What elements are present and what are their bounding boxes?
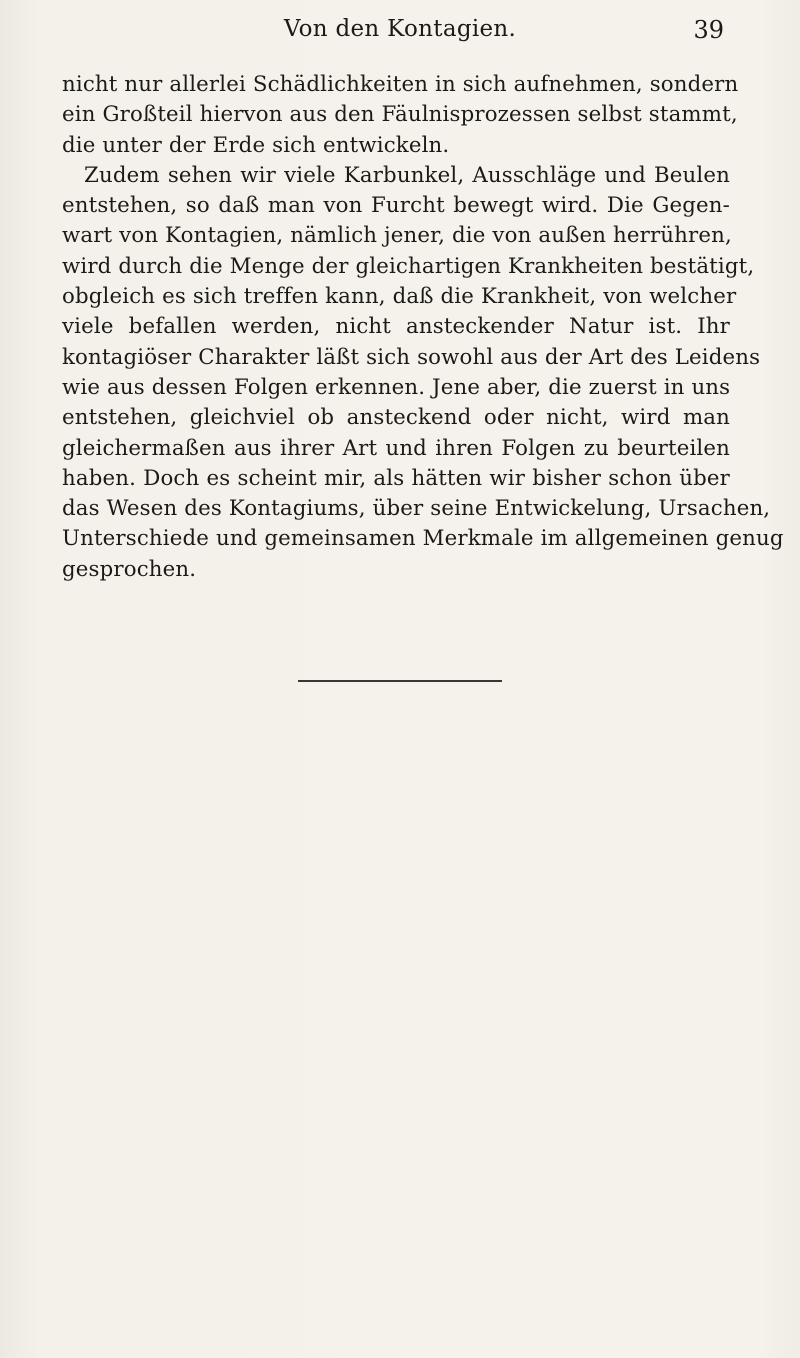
text-line: entstehen, gleichviel ob ansteckend oder nicht, wird man — [62, 405, 730, 431]
page-number: 39 — [693, 16, 724, 44]
running-title: Von den Kontagien. — [283, 16, 517, 42]
text-line: Zudem sehen wir viele Karbunkel, Ausschläge und Beulen — [84, 162, 730, 188]
text-line: gleichermaßen aus ihrer Art und ihren Folgen zu beurteilen — [62, 435, 730, 461]
text-line: obgleich es sich treffen kann, daß die Krankheit, von welcher — [62, 284, 737, 310]
text-line: wart von Kontagien, nämlich jener, die von außen herrühren, — [62, 223, 732, 249]
text-line: viele befallen werden, nicht ansteckender Natur ist. Ihr — [62, 314, 730, 340]
text-line: wird durch die Menge der gleichartigen Krankheiten bestätigt, — [62, 253, 755, 279]
text-line: kontagiöser Charakter läßt sich sowohl aus der Art des Leidens — [62, 344, 761, 370]
text-line: wie aus dessen Folgen erkennen. Jene aber, die zuerst in uns — [62, 374, 731, 400]
text-line: das Wesen des Kontagiums, über seine Entwickelung, Ursachen, — [62, 496, 771, 522]
text-line: nicht nur allerlei Schädlichkeiten in sich aufnehmen, sondern — [62, 72, 739, 97]
body-text — [62, 70, 784, 585]
text-line: Unterschiede und gemeinsamen Merkmale im allgemeinen genug — [62, 526, 784, 552]
text-line: haben. Doch es scheint mir, als hätten wir bisher schon über — [62, 465, 730, 491]
text-line: ein Großteil hiervon aus den Fäulnisprozessen selbst stammt, — [62, 102, 738, 128]
text-line: gesprochen. — [62, 556, 197, 582]
text-line: entstehen, so daß man von Furcht bewegt wird. Die Gegen- — [62, 193, 730, 219]
text-line: die unter der Erde sich entwickeln. — [62, 132, 450, 158]
running-header — [0, 16, 800, 50]
section-divider — [298, 680, 502, 682]
